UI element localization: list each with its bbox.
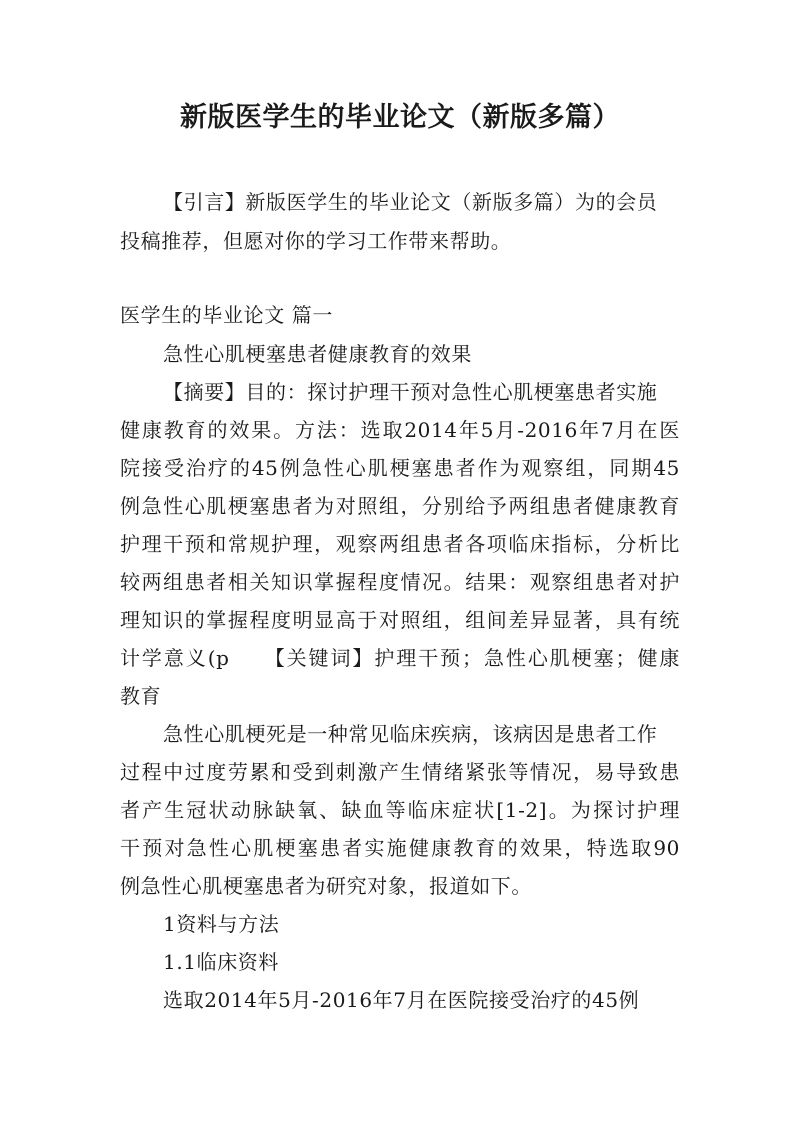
body-line-6: 选取2014年5月-2016年7月在医院接受治疗的45例 <box>163 988 640 1012</box>
heading-1: 1资料与方法 <box>163 912 280 936</box>
document-title: 新版医学生的毕业论文（新版多篇） <box>180 102 620 133</box>
abstract-line-4: 例急性心肌梗塞患者为对照组，分别给予两组患者健康教育 <box>120 494 680 518</box>
abstract-line-1: 【摘要】目的：探讨护理干预对急性心肌梗塞患者实施 <box>163 380 658 404</box>
abstract-line-2: 健康教育的效果。方法：选取2014年5月-2016年7月在医 <box>120 418 680 442</box>
body-line-4: 干预对急性心肌梗塞患者实施健康教育的效果，特选取90 <box>120 836 680 860</box>
heading-1-1: 1.1临床资料 <box>163 950 280 974</box>
body-line-2: 过程中过度劳累和受到刺激产生情绪紧张等情况，易导致患 <box>120 760 680 784</box>
body-line-3: 者产生冠状动脉缺氧、缺血等临床症状[1-2]。为探讨护理 <box>120 798 680 822</box>
body-line-1: 急性心肌梗死是一种常见临床疾病，该病因是患者工作 <box>163 722 658 746</box>
section-heading: 医学生的毕业论文 篇一 <box>120 303 333 327</box>
abstract-line-3: 院接受治疗的45例急性心肌梗塞患者作为观察组，同期45 <box>120 456 680 480</box>
intro-line-2: 投稿推荐，但愿对你的学习工作带来帮助。 <box>120 229 512 253</box>
intro-line-1: 【引言】新版医学生的毕业论文（新版多篇）为的会员 <box>163 190 658 214</box>
abstract-line-7: 理知识的掌握程度明显高于对照组，组间差异显著，具有统 <box>120 608 680 632</box>
abstract-line-8: 计学意义(p 【关键词】护理干预；急性心肌梗塞；健康 <box>120 646 680 670</box>
abstract-line-6: 较两组患者相关知识掌握程度情况。结果：观察组患者对护 <box>120 570 680 594</box>
body-line-5: 例急性心肌梗塞患者为研究对象，报道如下。 <box>120 874 532 898</box>
abstract-line-9: 教育 <box>120 684 162 708</box>
abstract-line-5: 护理干预和常规护理，观察两组患者各项临床指标，分析比 <box>120 532 680 556</box>
article-title: 急性心肌梗塞患者健康教育的效果 <box>163 342 472 366</box>
